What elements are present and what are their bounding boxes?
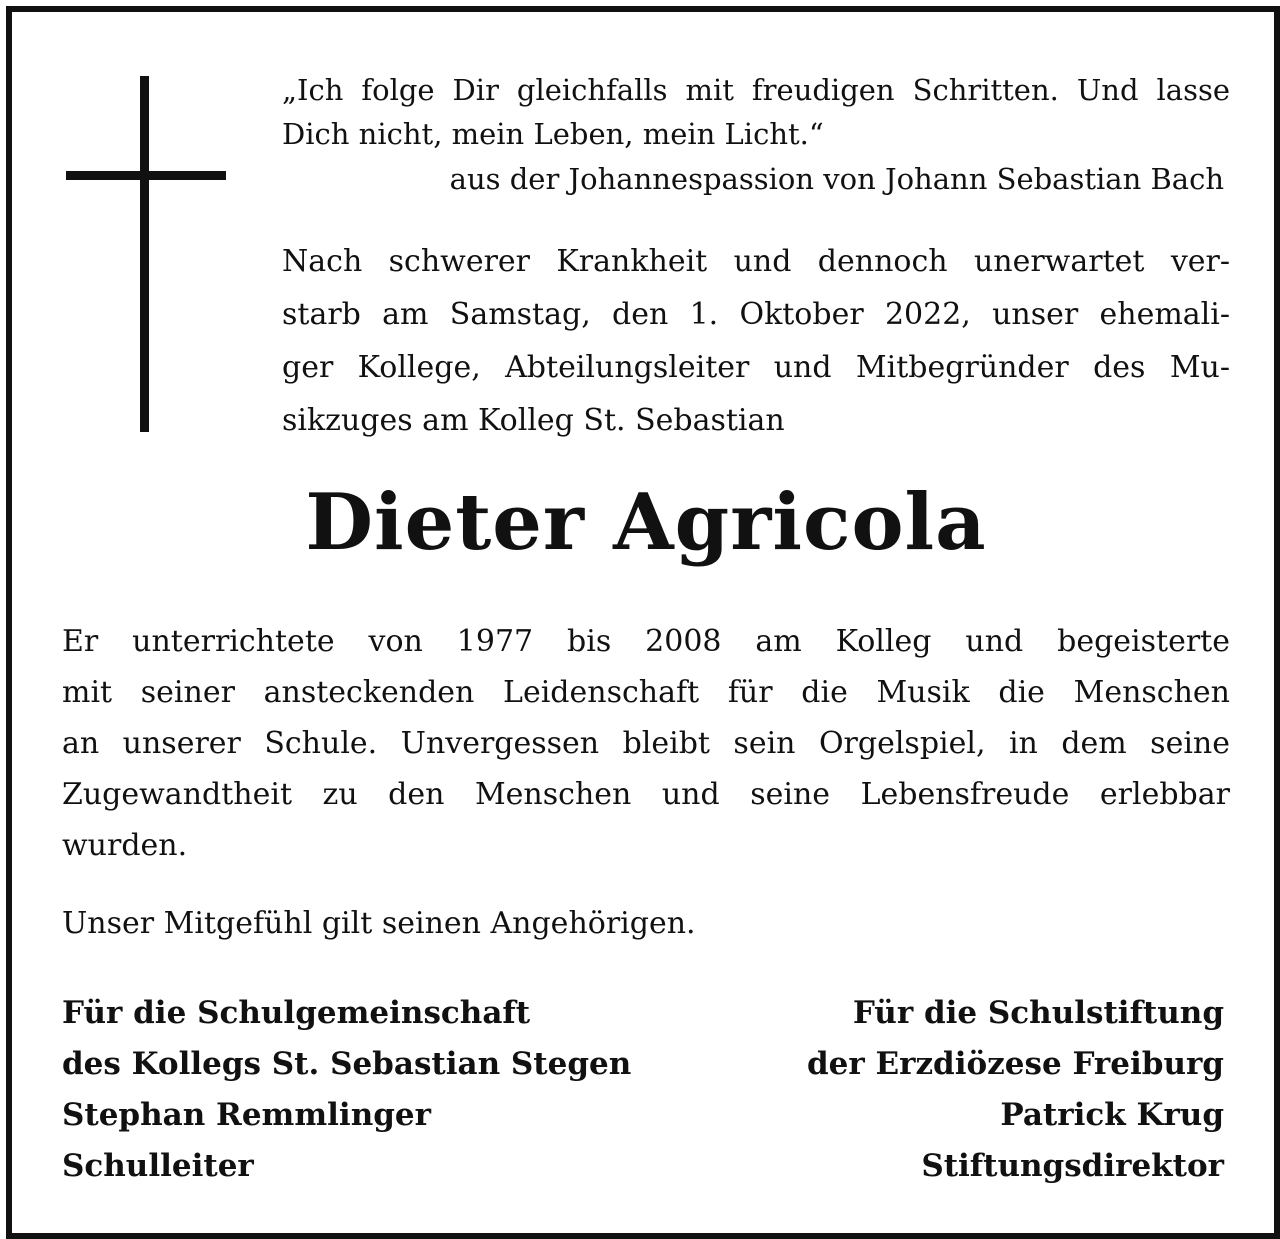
signature-left-line-4: Schulleiter [62,1148,254,1184]
intro-line-4: sikzuges am Kolleg St. Sebastian [282,403,785,438]
signature-right-line-2: der Erzdiözese Freiburg [806,1046,1224,1082]
cross-icon [140,76,149,432]
signature-school-community [62,988,631,1192]
quote-line-1: „Ich folge Dir gleichfalls mit freudigen Schritten. Und lasse [282,73,1230,107]
signature-left-line-1: Für die Schulgemeinschaft [62,995,531,1031]
tribute-line-2: mit seiner ansteckenden Leidenschaft für die Musik die Menschen [62,675,1230,710]
signature-school-foundation [807,988,1224,1192]
obituary-frame [6,6,1280,1239]
signature-right-line-3: Patrick Krug [1000,1097,1224,1133]
tribute-line-1: Er unterrichtete von 1977 bis 2008 am Kolleg und begeisterte [62,624,1230,659]
tribute-line-3: an unserer Schule. Unvergessen bleibt sein Orgelspiel, in dem seine [62,726,1230,761]
quote-source: aus der Johannespassion von Johann Sebastian Bach [449,162,1224,196]
sympathy-text: Unser Mitgefühl gilt seinen Angehörigen. [62,906,696,941]
cross-icon-bar [66,171,226,180]
quote-line-2: Dich nicht, mein Leben, mein Licht.“ [282,117,824,151]
signature-left-line-3: Stephan Remmlinger [62,1097,431,1133]
tribute-text [62,616,1230,871]
tribute-line-5: wurden. [62,828,188,863]
signature-right-line-1: Für die Schulstiftung [852,995,1224,1031]
signature-left-line-2: des Kollegs St. Sebastian Stegen [62,1046,632,1082]
intro-line-2: starb am Samstag, den 1. Oktober 2022, unser ehemali- [282,297,1230,332]
death-notice-intro [282,235,1230,447]
bible-quote [282,68,1230,156]
intro-line-1: Nach schwerer Krankheit und dennoch unerwartet ver- [282,244,1230,279]
tribute-line-4: Zugewandtheit zu den Menschen und seine Lebensfreude erlebbar [62,777,1230,812]
signature-right-line-4: Stiftungsdirektor [921,1148,1224,1184]
intro-line-3: ger Kollege, Abteilungsleiter und Mitbegründer des Mu- [282,350,1230,385]
deceased-name: Dieter Agricola [305,477,987,568]
